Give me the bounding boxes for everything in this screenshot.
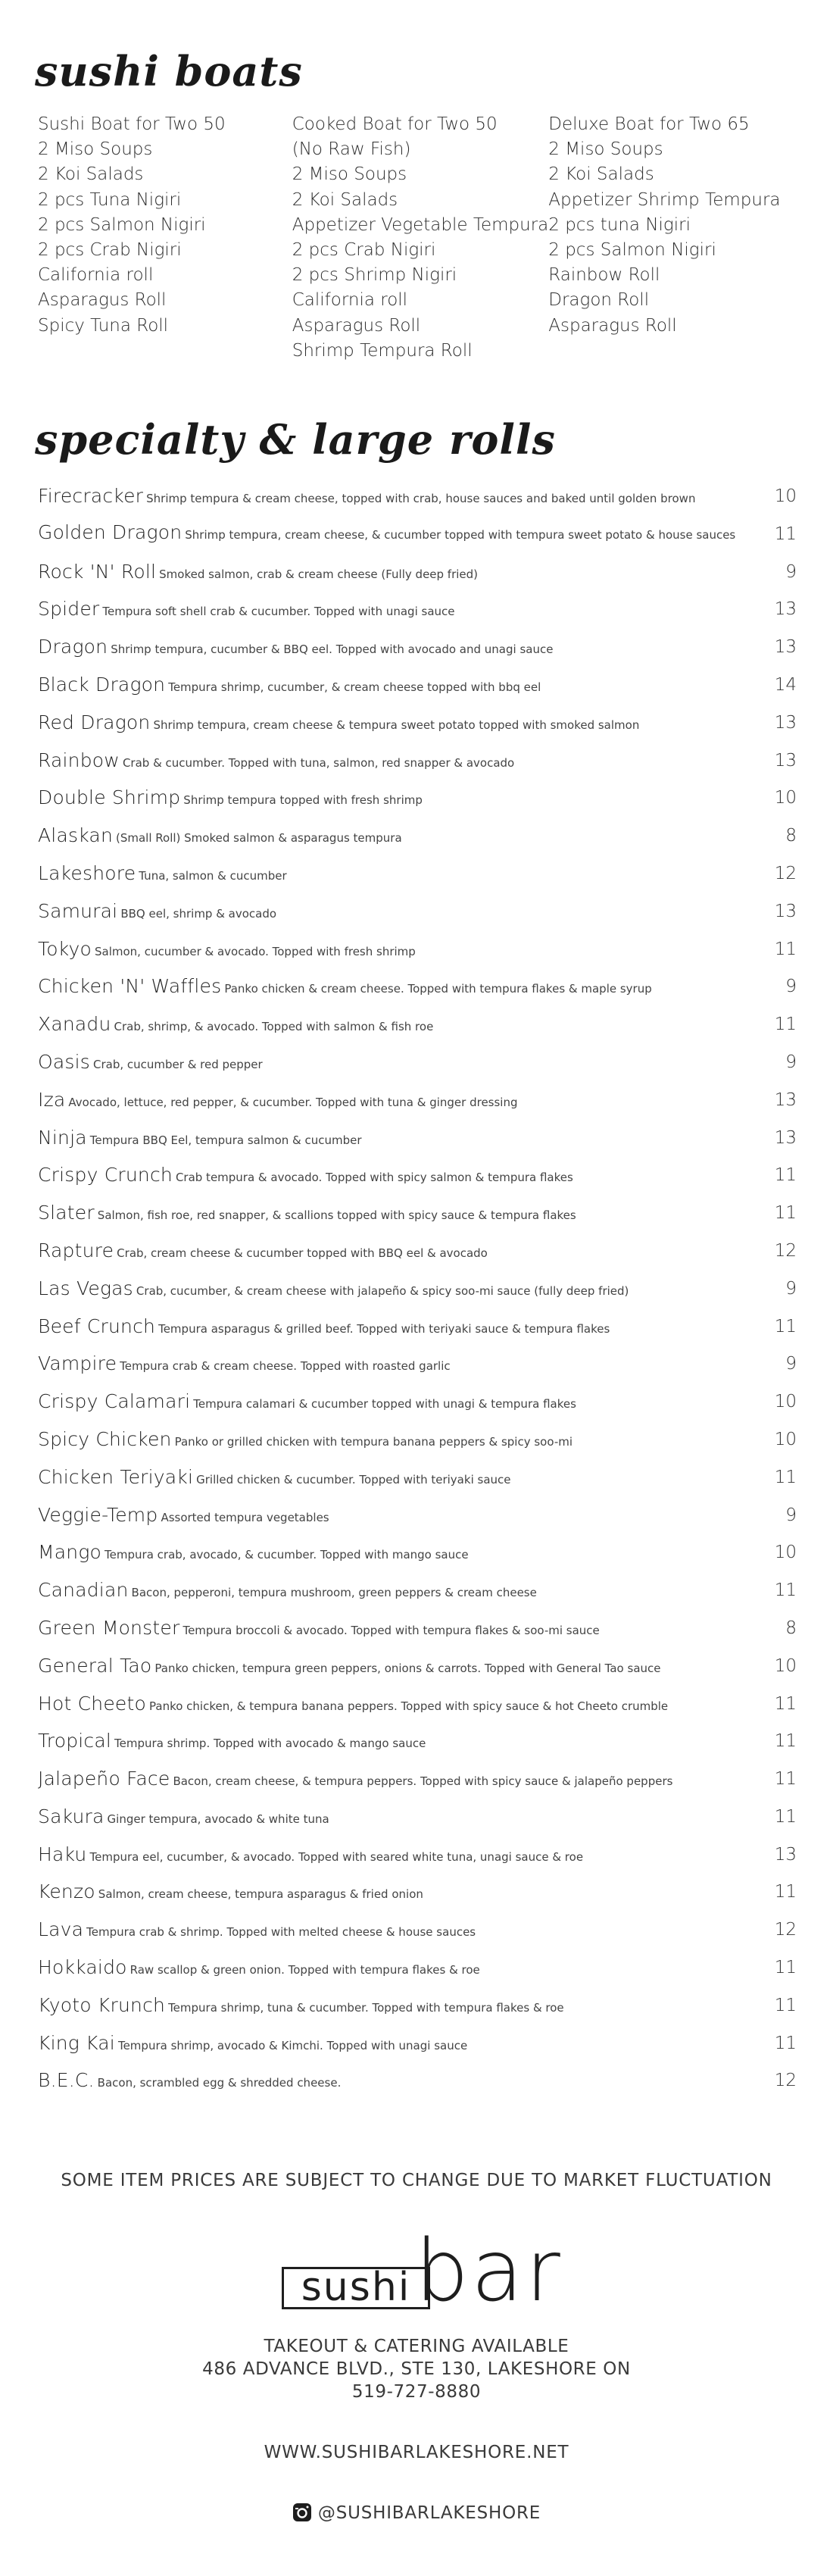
boat-item: 2 pcs Tuna Nigiri bbox=[38, 189, 182, 210]
roll-name: Chicken 'N' Waffles bbox=[38, 975, 222, 998]
roll-description: Tuna, salmon & cucumber bbox=[139, 868, 287, 883]
roll-name: Mango bbox=[38, 1541, 102, 1564]
roll-name: Beef Crunch bbox=[38, 1315, 156, 1337]
roll-price: 9 bbox=[785, 1278, 797, 1299]
boat-item: (No Raw Fish) bbox=[292, 139, 411, 160]
roll-price: 11 bbox=[774, 1806, 797, 1827]
boat-item: 2 pcs Salmon Nigiri bbox=[548, 240, 716, 261]
roll-description: Bacon, pepperoni, tempura mushroom, green peppers & cream cheese bbox=[131, 1586, 537, 1600]
roll-name: Xanadu bbox=[38, 1013, 111, 1036]
roll-item bbox=[38, 1693, 803, 1730]
roll-price: 10 bbox=[774, 1543, 797, 1563]
instagram-icon bbox=[292, 2503, 312, 2522]
roll-item bbox=[38, 561, 803, 599]
roll-description: Salmon, cream cheese, tempura asparagus & fried onion bbox=[98, 1887, 423, 1902]
boat-item: California roll bbox=[38, 265, 154, 286]
catering-line: TAKEOUT & CATERING AVAILABLE bbox=[264, 2337, 569, 2356]
roll-description: Salmon, cucumber & avocado. Topped with fresh shrimp bbox=[95, 944, 416, 958]
roll-description: Crab, cucumber, & cream cheese with jalapeño & spicy soo-mi sauce (fully deep fried) bbox=[136, 1283, 629, 1298]
roll-name: Black Dragon bbox=[38, 673, 166, 696]
roll-description: Crab, shrimp, & avocado. Topped with salmon & fish roe bbox=[114, 1020, 434, 1034]
roll-name: Rapture bbox=[38, 1239, 114, 1261]
roll-description: Tempura eel, cucumber, & avocado. Topped with seared white tuna, unagi sauce & roe bbox=[89, 1849, 584, 1864]
roll-price: 13 bbox=[774, 599, 797, 620]
logo-sushi-text: sushi bbox=[282, 2267, 430, 2309]
roll-name: Ninja bbox=[38, 1126, 87, 1149]
roll-description: Tempura crab & cream cheese. Topped with roasted garlic bbox=[120, 1359, 451, 1374]
roll-description: Panko chicken, & tempura banana peppers. Topped with spicy sauce & hot Cheeto crumble bbox=[149, 1699, 669, 1713]
boat-column bbox=[292, 112, 549, 364]
roll-name: Sakura bbox=[38, 1805, 105, 1827]
boat-item: 2 Koi Salads bbox=[38, 164, 144, 185]
roll-price: 12 bbox=[774, 1240, 797, 1261]
roll-item bbox=[38, 975, 803, 1013]
boat-item: 2 pcs tuna Nigiri bbox=[548, 214, 691, 235]
roll-description: Tempura shrimp, tuna & cucumber. Topped with tempura flakes & roe bbox=[168, 2000, 564, 2015]
roll-description: Shrimp tempura, cucumber & BBQ eel. Topped with avocado and unagi sauce bbox=[111, 642, 554, 657]
boat-item: Asparagus Roll bbox=[38, 290, 167, 311]
roll-description: BBQ eel, shrimp & avocado bbox=[120, 906, 277, 921]
roll-item bbox=[38, 636, 803, 674]
boat-item: Appetizer Shrimp Tempura bbox=[548, 189, 781, 210]
roll-name: Double Shrimp bbox=[38, 786, 181, 809]
roll-price: 11 bbox=[774, 1580, 797, 1601]
roll-item bbox=[38, 1504, 803, 1542]
roll-item bbox=[38, 1579, 803, 1617]
roll-price: 13 bbox=[774, 637, 797, 658]
boat-item: 2 pcs Crab Nigiri bbox=[292, 240, 436, 261]
roll-item bbox=[38, 1315, 803, 1353]
roll-item bbox=[38, 2069, 803, 2107]
roll-description: Crab tempura & avocado. Topped with spicy salmon & tempura flakes bbox=[175, 1171, 573, 1185]
boat-item: Asparagus Roll bbox=[548, 315, 677, 336]
roll-name: Lava bbox=[38, 1918, 84, 1941]
roll-price: 11 bbox=[774, 1882, 797, 1902]
roll-description: Tempura shrimp, cucumber, & cream cheese topped with bbq eel bbox=[168, 680, 541, 694]
roll-description: Salmon, fish roe, red snapper, & scallions topped with spicy sauce & tempura flakes bbox=[97, 1208, 576, 1223]
roll-description: Avocado, lettuce, red pepper, & cucumber. Topped with tuna & ginger dressing bbox=[68, 1095, 518, 1109]
roll-price: 11 bbox=[774, 1958, 797, 1978]
roll-description: Tempura BBQ Eel, tempura salmon & cucumber bbox=[89, 1133, 362, 1147]
boat-title: Deluxe Boat for Two 65 bbox=[548, 114, 750, 134]
roll-price: 11 bbox=[774, 1316, 797, 1336]
roll-item bbox=[38, 598, 803, 636]
roll-description: Crab, cucumber & red pepper bbox=[93, 1057, 263, 1071]
boat-title: Cooked Boat for Two 50 bbox=[292, 114, 498, 134]
roll-name: Firecracker bbox=[38, 485, 144, 507]
roll-name: Jalapeño Face bbox=[38, 1768, 170, 1790]
roll-description: Tempura shrimp, avocado & Kimchi. Topped with unagi sauce bbox=[117, 2038, 468, 2052]
section-title-sushi-boats: sushi boats bbox=[35, 47, 303, 95]
roll-description: Shrimp tempura topped with fresh shrimp bbox=[183, 793, 423, 808]
roll-item bbox=[38, 1051, 803, 1089]
address-line: 486 ADVANCE BLVD., STE 130, LAKESHORE ON bbox=[202, 2359, 631, 2379]
roll-price: 10 bbox=[774, 1392, 797, 1412]
boat-item: Appetizer Vegetable Tempura bbox=[292, 214, 549, 235]
roll-name: Iza bbox=[38, 1088, 66, 1111]
roll-name: Chicken Teriyaki bbox=[38, 1465, 194, 1488]
roll-price: 9 bbox=[785, 561, 797, 582]
boat-item: 2 Miso Soups bbox=[38, 139, 153, 160]
roll-item bbox=[38, 1277, 803, 1315]
roll-name: Hot Cheeto bbox=[38, 1692, 147, 1715]
roll-name: Samurai bbox=[38, 899, 118, 922]
roll-description: Crab & cucumber. Topped with tuna, salmon, red snapper & avocado bbox=[122, 755, 515, 770]
roll-price: 13 bbox=[774, 1089, 797, 1110]
roll-item bbox=[38, 1390, 803, 1428]
roll-price: 11 bbox=[774, 1203, 797, 1224]
roll-name: Kenzo bbox=[38, 1880, 95, 1903]
roll-price: 9 bbox=[785, 1505, 797, 1525]
roll-description: Shrimp tempura, cream cheese, & cucumber topped with tempura sweet potato & house sauces bbox=[185, 527, 736, 542]
roll-name: Crispy Calamari bbox=[38, 1390, 191, 1413]
roll-price: 10 bbox=[774, 788, 797, 808]
roll-name: B.E.C. bbox=[38, 2069, 95, 2092]
roll-price: 11 bbox=[774, 2033, 797, 2053]
roll-item bbox=[38, 1617, 803, 1655]
roll-description: Panko chicken, tempura green peppers, onions & carrots. Topped with General Tao sauce bbox=[154, 1661, 661, 1675]
roll-price: 11 bbox=[774, 1731, 797, 1752]
roll-name: Kyoto Krunch bbox=[38, 1993, 166, 2016]
roll-description: Assorted tempura vegetables bbox=[161, 1510, 329, 1524]
roll-description: Raw scallop & green onion. Topped with tempura flakes & roe bbox=[129, 1963, 480, 1977]
roll-name: General Tao bbox=[38, 1654, 152, 1677]
roll-name: Red Dragon bbox=[38, 711, 151, 733]
roll-name: Rock 'N' Roll bbox=[38, 560, 157, 583]
boat-item: Asparagus Roll bbox=[292, 315, 421, 336]
sushi-boats-section bbox=[38, 112, 803, 364]
roll-price: 12 bbox=[774, 863, 797, 883]
roll-description: Shrimp tempura & cream cheese, topped with crab, house sauces and baked until golden brown bbox=[146, 492, 696, 505]
roll-name: Rainbow bbox=[38, 749, 120, 771]
boat-item: Dragon Roll bbox=[548, 290, 650, 311]
boat-item: 2 Koi Salads bbox=[548, 164, 654, 185]
roll-item bbox=[38, 1655, 803, 1693]
roll-item bbox=[38, 1127, 803, 1165]
roll-name: Spider bbox=[38, 598, 100, 621]
roll-name: Crispy Crunch bbox=[38, 1164, 173, 1186]
roll-item bbox=[38, 1202, 803, 1240]
roll-description: (Small Roll) Smoked salmon & asparagus tempura bbox=[116, 831, 402, 846]
roll-name: Dragon bbox=[38, 636, 108, 658]
roll-price: 8 bbox=[785, 1618, 797, 1638]
roll-description: Crab, cream cheese & cucumber topped with BBQ eel & avocado bbox=[117, 1246, 488, 1260]
roll-item bbox=[38, 1428, 803, 1466]
contact-info bbox=[0, 2335, 833, 2403]
roll-item bbox=[38, 862, 803, 900]
boat-item: Spicy Tuna Roll bbox=[38, 315, 169, 336]
roll-item bbox=[38, 938, 803, 976]
roll-price: 11 bbox=[774, 1467, 797, 1487]
roll-name: Las Vegas bbox=[38, 1277, 133, 1299]
roll-price: 9 bbox=[785, 1052, 797, 1072]
roll-description: Tempura asparagus & grilled beef. Topped with teriyaki sauce & tempura flakes bbox=[158, 1321, 610, 1336]
roll-description: Tempura soft shell crab & cucumber. Topped with unagi sauce bbox=[102, 605, 455, 619]
boat-item: 2 pcs Crab Nigiri bbox=[38, 240, 182, 261]
roll-item bbox=[38, 1089, 803, 1127]
roll-item bbox=[38, 1956, 803, 1994]
roll-item bbox=[38, 1541, 803, 1579]
roll-price: 13 bbox=[774, 901, 797, 921]
boat-column bbox=[38, 112, 292, 364]
roll-name: Lakeshore bbox=[38, 861, 136, 884]
roll-name: Tokyo bbox=[38, 937, 92, 960]
roll-item bbox=[38, 1994, 803, 2032]
roll-description: Tempura crab & shrimp. Topped with melted cheese & house sauces bbox=[86, 1925, 476, 1940]
roll-name: Green Monster bbox=[38, 1616, 180, 1639]
roll-description: Bacon, scrambled egg & shredded cheese. bbox=[97, 2076, 342, 2090]
roll-description: Shrimp tempura, cream cheese & tempura sweet potato topped with smoked salmon bbox=[153, 717, 640, 732]
boat-item: 2 Koi Salads bbox=[292, 189, 398, 210]
roll-item bbox=[38, 711, 803, 749]
roll-item bbox=[38, 2032, 803, 2070]
roll-name: Tropical bbox=[38, 1730, 112, 1752]
roll-name: King Kai bbox=[38, 2031, 115, 2054]
roll-price: 11 bbox=[774, 1165, 797, 1186]
roll-name: Vampire bbox=[38, 1352, 117, 1375]
specialty-rolls-list bbox=[38, 485, 803, 2107]
roll-description: Bacon, cream cheese, & tempura peppers. Topped with spicy sauce & jalapeño peppers bbox=[173, 1774, 673, 1789]
roll-description: Panko chicken & cream cheese. Topped with tempura flakes & maple syrup bbox=[224, 982, 652, 996]
roll-description: Panko or grilled chicken with tempura banana peppers & spicy soo-mi bbox=[174, 1434, 573, 1449]
roll-item bbox=[38, 786, 803, 824]
roll-name: Hokkaido bbox=[38, 1956, 127, 1979]
sushibar-logo bbox=[282, 2222, 563, 2321]
phone-line: 519-727-8880 bbox=[351, 2382, 482, 2402]
boat-item: 2 Miso Soups bbox=[292, 164, 407, 185]
roll-price: 9 bbox=[785, 1354, 797, 1374]
roll-item bbox=[38, 1918, 803, 1956]
roll-item bbox=[38, 1768, 803, 1805]
roll-price: 8 bbox=[785, 826, 797, 846]
roll-price: 13 bbox=[774, 712, 797, 733]
roll-price: 11 bbox=[774, 1014, 797, 1035]
roll-price: 13 bbox=[774, 1844, 797, 1865]
boat-item: California roll bbox=[292, 290, 408, 311]
roll-price: 12 bbox=[774, 2071, 797, 2091]
roll-item bbox=[38, 523, 803, 561]
roll-price: 14 bbox=[774, 674, 797, 695]
boat-title: Sushi Boat for Two 50 bbox=[38, 114, 226, 134]
roll-name: Alaskan bbox=[38, 824, 113, 847]
boat-item: Rainbow Roll bbox=[548, 265, 660, 286]
roll-description: Tempura shrimp. Topped with avocado & mango sauce bbox=[114, 1737, 426, 1751]
roll-item bbox=[38, 485, 803, 523]
roll-item bbox=[38, 1466, 803, 1504]
section-title-specialty-rolls: specialty & large rolls bbox=[35, 415, 556, 464]
roll-item bbox=[38, 824, 803, 862]
roll-item bbox=[38, 1880, 803, 1918]
roll-item bbox=[38, 1352, 803, 1390]
boat-column bbox=[548, 112, 803, 364]
roll-name: Veggie-Temp bbox=[38, 1503, 158, 1526]
roll-item bbox=[38, 1805, 803, 1843]
roll-price: 10 bbox=[774, 1655, 797, 1676]
roll-item bbox=[38, 1843, 803, 1881]
roll-name: Canadian bbox=[38, 1579, 129, 1602]
roll-price: 11 bbox=[774, 1769, 797, 1790]
roll-description: Grilled chicken & cucumber. Topped with teriyaki sauce bbox=[196, 1472, 511, 1487]
roll-price: 10 bbox=[774, 486, 797, 506]
roll-item bbox=[38, 900, 803, 938]
roll-item bbox=[38, 1013, 803, 1051]
roll-description: Tempura broccoli & avocado. Topped with tempura flakes & soo-mi sauce bbox=[183, 1623, 600, 1637]
roll-price: 13 bbox=[774, 1127, 797, 1148]
roll-name: Spicy Chicken bbox=[38, 1427, 172, 1450]
website-link[interactable]: WWW.SUSHIBARLAKESHORE.NET bbox=[264, 2443, 569, 2462]
roll-description: Smoked salmon, crab & cream cheese (Fully deep fried) bbox=[159, 567, 479, 581]
roll-item bbox=[38, 674, 803, 711]
roll-description: Ginger tempura, avocado & white tuna bbox=[107, 1812, 329, 1826]
roll-item bbox=[38, 1240, 803, 1277]
roll-price: 9 bbox=[785, 977, 797, 997]
roll-item bbox=[38, 749, 803, 787]
roll-item bbox=[38, 1164, 803, 1202]
roll-name: Slater bbox=[38, 1202, 95, 1224]
roll-price: 11 bbox=[774, 1693, 797, 1714]
boat-item: Shrimp Tempura Roll bbox=[292, 340, 473, 361]
logo-bar-text: bar bbox=[415, 2222, 563, 2321]
roll-price: 11 bbox=[774, 939, 797, 959]
roll-description: Tempura calamari & cucumber topped with unagi & tempura flakes bbox=[193, 1397, 576, 1411]
social-handle[interactable] bbox=[0, 2503, 833, 2523]
roll-price: 12 bbox=[774, 1920, 797, 1940]
boat-item: 2 pcs Shrimp Nigiri bbox=[292, 265, 457, 286]
boat-item: 2 Miso Soups bbox=[548, 139, 663, 160]
roll-description: Tempura crab, avocado, & cucumber. Topped with mango sauce bbox=[105, 1548, 469, 1562]
roll-name: Haku bbox=[38, 1843, 87, 1865]
roll-price: 11 bbox=[774, 1995, 797, 2015]
roll-item bbox=[38, 1730, 803, 1768]
roll-price: 11 bbox=[774, 524, 797, 544]
boat-item: 2 pcs Salmon Nigiri bbox=[38, 214, 206, 235]
price-disclaimer: SOME ITEM PRICES ARE SUBJECT TO CHANGE DUE TO MARKET FLUCTUATION bbox=[61, 2171, 772, 2190]
roll-price: 13 bbox=[774, 750, 797, 771]
social-handle-text: @SUSHIBARLAKESHORE bbox=[317, 2503, 541, 2523]
roll-name: Oasis bbox=[38, 1050, 90, 1073]
roll-name: Golden Dragon bbox=[38, 521, 183, 543]
roll-price: 10 bbox=[774, 1429, 797, 1449]
